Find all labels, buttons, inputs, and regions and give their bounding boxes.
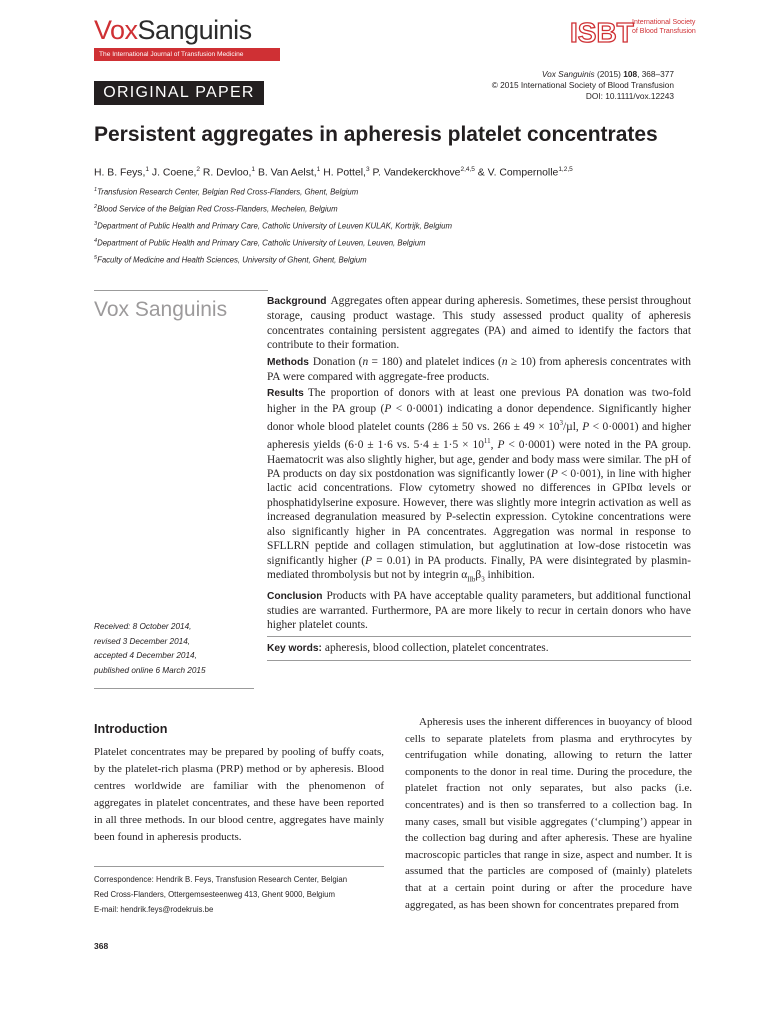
affiliation: $^5$Faculty of Medicine and Health Sciences, University of Ghent, Ghent, Belgium bbox=[94, 254, 367, 265]
isbt-logo-letters: ISBT bbox=[570, 17, 634, 48]
author-separator: & bbox=[474, 167, 488, 179]
section-heading: Introduction bbox=[94, 722, 168, 736]
journal-logo: VoxSanguinis bbox=[94, 15, 252, 45]
author-name: V. Compernolle bbox=[487, 167, 559, 179]
divider bbox=[94, 290, 268, 291]
abstract-conclusion: Conclusion Products with PA have acceptable quality parameters, but additional functional studies are warranted. Furthermore, PA are more likely to recur in certain donors who have higher platelet counts. bbox=[267, 589, 691, 632]
author-name: J. Coene, bbox=[151, 167, 197, 179]
abstract-methods: Methods Donation (n = 180) and platelet indices (n ≥ 10) from apheresis concentrates with PA were compared with aggregate-free products. bbox=[267, 355, 691, 384]
author-affiliation-ref: 1,2,5 bbox=[558, 166, 573, 173]
author-affiliation-ref: 3 bbox=[365, 166, 370, 173]
abstract-results: Results The proportion of donors with at least one previous PA donation was two-fold higher in the PA group (P < 0·0001) indicating a donor dependence. Significantly higher donor whole blood platelet counts (286 ± 50 vs. $266 \pm 49 \times 10^3/\mu l$, P < 0·0001) and higher apheresis yields (6·0 ± 1·6 vs. $5\cdot 4 \pm 1\cdot 5 \times 10^{11}$, P < 0·0001) were noted in the PA group. Haematocrit was also slightly higher, but age, gender and body mass were similar. The pH of PA products on day six postdonation was significantly lower (P < 0·001), in line with higher lactic acid concentrations. Flow cytometry showed no differences in GPIbα levels or phosphatidylserine exposure. However, there was slightly more integrin activation as well as increased degranulation measured by P-selectin expression. Cytokine concentrations were also significantly higher in PA concentrates. Aggregation was normal in response to SFLLRN peptide and collagen stimulation, but agglutination at low-dose ristocetin was significantly higher (P = 0.01) in PA products. Finally, PA were disintegrated by plasmin-mediated thrombolysis but not by integrin $\alpha_{IIb}\beta_3$ inhibition. bbox=[267, 387, 692, 584]
doi: DOI: 10.1111/vox.12243 bbox=[585, 91, 674, 101]
author-name: H. B. Feys, bbox=[94, 167, 146, 179]
author-affiliation-ref: 1 bbox=[316, 166, 321, 173]
keywords: Key words: apheresis, blood collection, platelet concentrates. bbox=[267, 641, 549, 654]
divider bbox=[267, 660, 691, 661]
body-column-left bbox=[94, 744, 384, 845]
affiliation: $^1$Transfusion Research Center, Belgian Red Cross-Flanders, Ghent, Belgium bbox=[94, 187, 359, 197]
received-dates: Received: 8 October 2014, revised 3 December 2014, accepted 4 December 2014, published online 6 March 2015 bbox=[94, 622, 206, 675]
copyright: © 2015 International Society of Blood Transfusion bbox=[491, 80, 674, 90]
affiliation: $^2$Blood Service of the Belgian Red Cross-Flanders, Mechelen, Belgium bbox=[94, 203, 338, 214]
page-number: 368 bbox=[94, 941, 109, 951]
author-list bbox=[94, 166, 694, 178]
correspondence: Correspondence: Hendrik B. Feys, Transfusion Research Center, Belgian Red Cross-Flanders, Ottergemsesteenweg 413, Ghent 9000, Belgium E-mail: hendrik.feys@rodekruis.be bbox=[94, 875, 348, 915]
author-affiliation-ref: 2 bbox=[196, 166, 201, 173]
journal-masthead bbox=[94, 13, 696, 63]
divider bbox=[94, 688, 254, 689]
journal-tagline: The International Journal of Transfusion Medicine bbox=[94, 48, 280, 61]
citation: Vox Sanguinis (2015) 108, 368–377 © 2015 International Society of Blood Transfusion DOI: 10.1111/vox.12243 bbox=[414, 69, 674, 102]
author-name: P. Vandekerckhove bbox=[372, 167, 461, 179]
paragraph: Platelet concentrates may be prepared by pooling of buffy coats, by the platelet-rich plasma (PRP) method or by apheresis. Blood centres worldwide are familiar with the phenomenon of aggregates in platelet concentrates, and these have been reported in all three methods. In our blood centre, aggregates have mainly been found in apheresis products. bbox=[94, 746, 384, 843]
journal-mark: Vox Sanguinis bbox=[94, 298, 228, 321]
author-affiliation-ref: 2,4,5 bbox=[460, 166, 475, 173]
article-type-label: ORIGINAL PAPER bbox=[94, 81, 264, 105]
author-affiliation-ref: 1 bbox=[145, 166, 150, 173]
abstract-background: Background Aggregates often appear during apheresis. Sometimes, these persist throughout storage, causing product wastage. This study assessed product quality of apheresis concentrates containing persistent aggregates (PA) and aimed to identify the factors that contribute to their formation. bbox=[267, 295, 691, 352]
author-name: B. Van Aelst, bbox=[257, 167, 317, 179]
affiliation: $^4$Department of Public Health and Primary Care, Catholic University of Leuven, Leuven, Belgium bbox=[94, 237, 426, 248]
author-name: R. Devloo, bbox=[202, 167, 252, 179]
divider bbox=[267, 636, 691, 637]
author-affiliation-ref: 1 bbox=[251, 166, 256, 173]
isbt-name: International Society of Blood Transfusion bbox=[632, 19, 696, 35]
divider bbox=[94, 866, 384, 867]
author-name: H. Pottel, bbox=[323, 167, 366, 179]
body-column-right bbox=[405, 714, 692, 913]
affiliation-list bbox=[94, 183, 594, 267]
article-title: Persistent aggregates in apheresis platelet concentrates bbox=[94, 123, 658, 146]
affiliation: $^3$Department of Public Health and Primary Care, Catholic University of Leuven KULAK, Kortrijk, Belgium bbox=[94, 220, 452, 231]
abstract bbox=[267, 294, 691, 661]
paragraph: Apheresis uses the inherent differences in buoyancy of blood cells to separate platelets from plasma and erythrocytes by centrifugation while donating, allowing to return the latter components to the donor in real time. During the procedure, the platelet fraction not only separates, but also packs (i.e. concentrates) and is then so transferred to a collection bag. In many cases, small but visible aggregates (‘clumping’) appear in the collection bag during and after apheresis. These are hyaline macroscopic particles that range in size, aspect and number. It is assumed that the particles are composed of (mainly) platelets that at a certain point during or after the procedure have aggregated, as has been shown for concentrates prepared from bbox=[405, 716, 692, 911]
